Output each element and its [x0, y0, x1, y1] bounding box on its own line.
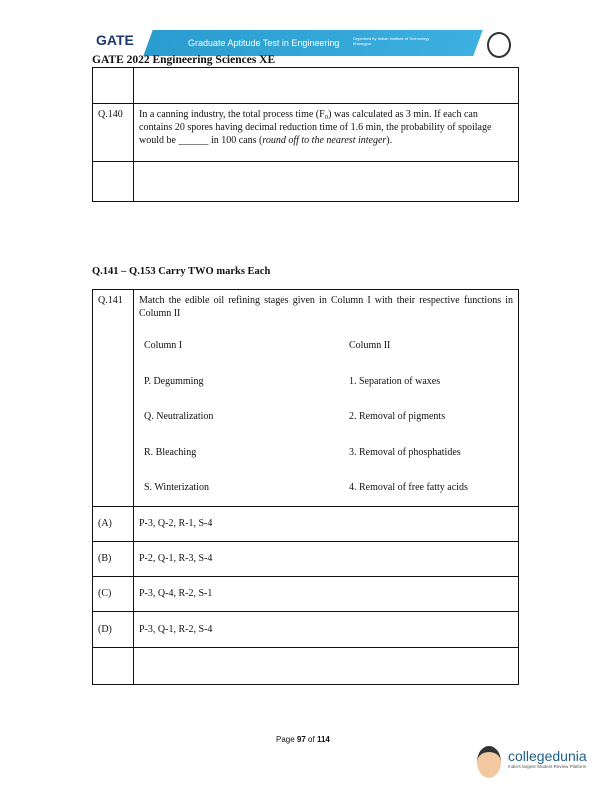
option-label: (B) [93, 541, 134, 576]
document-title: GATE 2022 Engineering Sciences XE [92, 54, 276, 66]
gate-logo: GATE [96, 32, 134, 48]
page-number: Page 97 of 114 [276, 735, 330, 744]
option-c: P-3, Q-4, R-2, S-1 [134, 576, 519, 611]
option-label: (C) [93, 576, 134, 611]
match-item: 2. Removal of pigments [349, 411, 446, 423]
match-item: P. Degumming [144, 375, 204, 387]
question-number: Q.141 [93, 290, 134, 507]
match-item: R. Bleaching [144, 446, 197, 458]
column-header: Column II [349, 340, 391, 352]
option-b: P-2, Q-1, R-3, S-4 [134, 541, 519, 576]
match-item: 1. Separation of waxes [349, 375, 441, 387]
option-label: (D) [93, 611, 134, 647]
section-heading: Q.141 – Q.153 Carry TWO marks Each [92, 266, 271, 277]
question-number: Q.140 [93, 104, 134, 162]
match-item: Q. Neutralization [144, 411, 214, 423]
collegedunia-watermark: collegedunia India's largest Student Review Platform [482, 748, 587, 769]
option-label: (A) [93, 506, 134, 541]
question-table-141 [92, 289, 519, 685]
match-item: S. Winterization [144, 482, 209, 494]
question-table-140 [92, 67, 519, 202]
header-banner: Graduate Aptitude Test in Engineering Organised by Indian Institute of Technology Kharagpur [143, 30, 482, 56]
match-item: 4. Removal of free fatty acids [349, 482, 468, 494]
question-text: In a canning industry, the total process time (F₀) was calculated as 3 min. If each can contains 20 spores having decimal reduction time of 1.6 min, the probability of spoilage would be ______ in 100 cans (round off to the nearest integer). [134, 104, 519, 162]
option-d: P-3, Q-1, R-2, S-4 [134, 611, 519, 647]
match-item: 3. Removal of phosphatides [349, 446, 461, 458]
column-header: Column I [144, 340, 183, 352]
mascot-icon [477, 746, 501, 778]
iit-emblem-icon [487, 32, 511, 58]
option-a: P-3, Q-2, R-1, S-4 [134, 506, 519, 541]
question-text: Match the edible oil refining stages given in Column I with their respective functions in Column II [139, 295, 513, 319]
